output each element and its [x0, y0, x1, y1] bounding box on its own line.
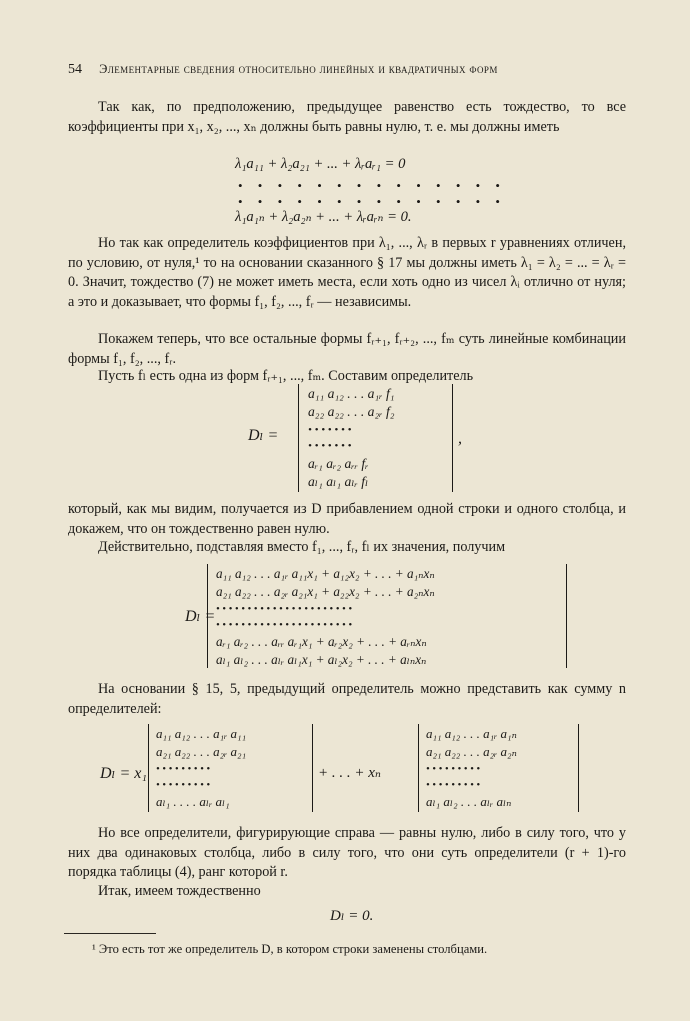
paragraph-4: Пусть fₗ есть одна из форм fᵣ₊₁, ..., fₘ. Составим определитель	[98, 368, 474, 384]
det3-a-left-bar	[148, 724, 149, 812]
paragraph-3: Покажем теперь, что все остальные формы fᵣ₊₁, fᵣ₊₂, ..., fₘ суть линейные комбинации формы f₁, f₂, ..., fᵣ.	[68, 331, 626, 367]
det3-left-row-dots-1: • • • • • • • • •	[156, 764, 211, 775]
det2-row-1: a₁₁ a₁₂ . . . a₁ᵣ a₁₁x₁ + a₁₂x₂ + . . . + a₁ₙxₙ	[216, 566, 435, 581]
det1-row-l: aₗ₁ aₗ₁ aₗᵣ fₗ	[308, 474, 369, 489]
det2-row-r: aᵣ₁ aᵣ₂ . . . aᵣᵣ aᵣ₁x₁ + aᵣ₂x₂ + . . . + aᵣₙxₙ	[216, 634, 427, 649]
det2-row-2: a₂₁ a₂₂ . . . a₂ᵣ a₂₁x₁ + a₂₂x₂ + . . . + a₂ₙxₙ	[216, 584, 435, 599]
det3-right-row-dots-2: • • • • • • • • •	[426, 780, 481, 791]
det3-left-row-dots-2: • • • • • • • • •	[156, 780, 211, 791]
det2-row-l: aₗ₁ aₗ₂ . . . aₗᵣ aₗ₁x₁ + aₗ₂x₂ + . . . + aₗₙxₙ	[216, 652, 427, 667]
system-first-equation: λ₁a₁₁ + λ₂a₂₁ + ... + λᵣaᵣ₁ = 0	[235, 156, 406, 172]
det3-left-row-l: aₗ₁ . . . . aₗᵣ aₗ₁	[156, 794, 230, 809]
det3-right-row-2: a₂₁ a₂₂ . . . a₂ᵣ a₂ₙ	[426, 744, 517, 759]
paragraph-2: Но так как определитель коэффициентов при λ₁, ..., λᵣ в первых r уравнениях отличен, по условию, от нуля,¹ то на основании сказанного § 17 мы должны иметь λ₁ = λ₂ = ... = λᵣ = 0. Значит, тождество (7) не может иметь места, если хоть одно из чисел λᵢ отлично от нуля; а это и доказывает, что формы f₁, f₂, ..., fᵣ — независимы.	[68, 235, 626, 310]
det3-label: Dₗ = x₁	[100, 765, 147, 782]
system-dots-row: • • • • • • • • • • • • • •	[238, 178, 506, 193]
page-number: 54	[68, 62, 82, 77]
det1-row-dots-2: • • • • • • •	[308, 440, 352, 452]
det3-left-row-2: a₂₁ a₂₂ . . . a₂ᵣ a₂₁	[156, 744, 247, 759]
det2-left-bar	[207, 564, 208, 668]
paragraph-9: Итак, имеем тождественно	[98, 883, 261, 899]
det3-middle: + . . . + xₙ	[318, 765, 381, 781]
det3-b-right-bar	[578, 724, 579, 812]
det1-row-r: aᵣ₁ aᵣ₂ aᵣᵣ fᵣ	[308, 456, 369, 471]
det1-left-bar	[298, 384, 299, 492]
det2-right-bar	[566, 564, 567, 668]
det3-a-right-bar	[312, 724, 313, 812]
det2-label: Dₗ =	[185, 608, 216, 625]
paragraph-8: Но все определители, фигурирующие справа — равны нулю, либо в силу того, что у них два одинаковых столбца, либо в силу того, что они суть определители (r + 1)-го порядка таблицы (4), ранг которой r.	[68, 825, 626, 880]
paragraph-1: Так как, по предположению, предыдущее равенство есть тождество, то все коэффициенты при x₁, x₂, ..., xₙ должны быть равны нулю, т. е. мы должны иметь	[68, 99, 626, 135]
footnote-rule	[64, 933, 156, 934]
paragraph-5: который, как мы видим, получается из D прибавлением одной строки и одного столбца, и докажем, что он тождественно равен нулю.	[68, 501, 626, 537]
det3-b-left-bar	[418, 724, 419, 812]
det1-row-1: a₁₁ a₁₂ . . . a₁ᵣ f₁	[308, 386, 395, 401]
det1-right-bar	[452, 384, 453, 492]
det3-left-row-1: a₁₁ a₁₂ . . . a₁ᵣ a₁₁	[156, 726, 247, 741]
system-dots-row-2: • • • • • • • • • • • • • •	[238, 194, 506, 209]
det1-comma: ,	[458, 430, 462, 447]
final-equation: Dₗ = 0.	[330, 908, 374, 924]
paragraph-6: Действительно, подставляя вместо f₁, ..., fᵣ, fₗ их значения, получим	[98, 539, 506, 555]
det3-right-row-l: aₗ₁ aₗ₂ . . . aₗᵣ aₗₙ	[426, 794, 512, 809]
det2-row-dots-1: • • • • • • • • • • • • • • • • • • • • • •	[216, 604, 352, 615]
det1-row-2: a₂₂ a₂₂ . . . a₂ᵣ f₂	[308, 404, 395, 419]
paragraph-7: На основании § 15, 5, предыдущий определитель можно представить как сумму n определителей:	[68, 681, 626, 717]
det3-right-row-1: a₁₁ a₁₂ . . . a₁ᵣ a₁ₙ	[426, 726, 517, 741]
system-last-equation: λ₁a₁ₙ + λ₂a₂ₙ + ... + λᵣaᵣₙ = 0.	[235, 209, 412, 225]
det1-row-dots-1: • • • • • • •	[308, 424, 352, 436]
running-title: Элементарные сведения относительно линейных и квадратичных форм	[99, 62, 498, 76]
det2-row-dots-2: • • • • • • • • • • • • • • • • • • • • • •	[216, 620, 352, 631]
det3-right-row-dots-1: • • • • • • • • •	[426, 764, 481, 775]
footnote: ¹ Это есть тот же определитель D, в котором строки заменены столбцами.	[92, 942, 488, 956]
running-header	[68, 62, 628, 78]
det1-label: Dₗ =	[248, 427, 279, 444]
